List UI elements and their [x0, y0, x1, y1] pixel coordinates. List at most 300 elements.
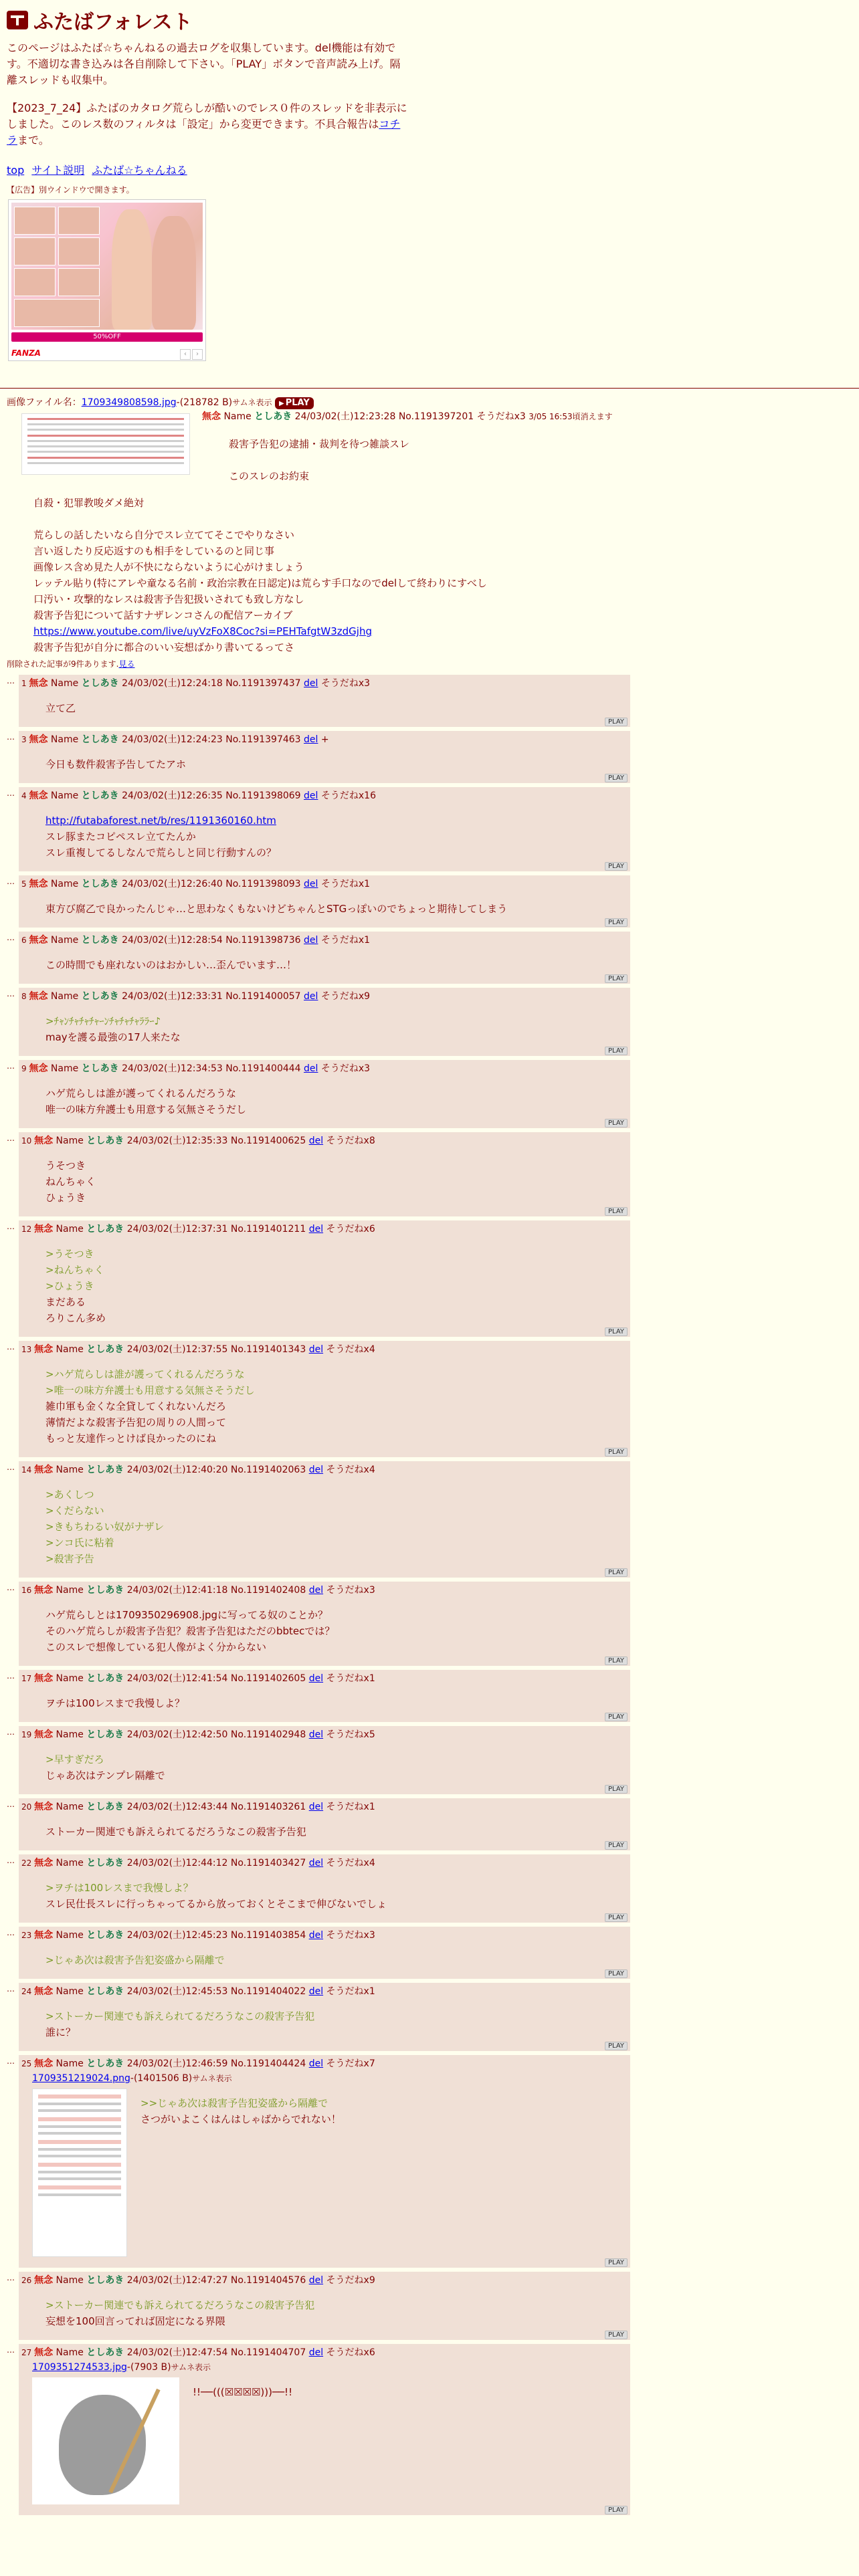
- reply-play-button[interactable]: PLAY: [605, 1047, 628, 1055]
- reply: [7, 2272, 852, 2340]
- reply-number[interactable]: No.1191404576: [230, 2275, 306, 2286]
- reply-index: 23: [21, 1931, 35, 1940]
- site-title-text: ふたばフォレスト: [33, 11, 193, 34]
- reply-header: [21, 2273, 628, 2288]
- reply-image-block: [21, 2088, 628, 2257]
- reply-play-button[interactable]: PLAY: [605, 2506, 628, 2514]
- reply-play-row: [21, 2506, 628, 2515]
- reply-name: としあき: [81, 790, 119, 801]
- reply-line: >ねんちゃく: [45, 1264, 104, 1276]
- reply-number[interactable]: No.1191397437: [225, 678, 301, 689]
- reply-line: 妄想を100回言ってれば固定になる界隈: [45, 2315, 225, 2327]
- reply: [7, 787, 852, 871]
- reply-name-label: Name: [56, 1136, 84, 1146]
- reply-box: [19, 875, 630, 928]
- ad-prev-icon[interactable]: ‹: [180, 349, 191, 360]
- reply-datetime: 24/03/02(土)12:37:31: [126, 1224, 228, 1235]
- reply-dots-icon[interactable]: …: [7, 933, 15, 942]
- reply-body: [21, 2008, 628, 2040]
- reply-dots-icon[interactable]: …: [7, 1727, 15, 1737]
- reply-index: 1: [21, 679, 29, 688]
- reply-del-link[interactable]: del: [304, 734, 318, 745]
- reply-thumbnail[interactable]: [32, 2377, 179, 2504]
- reply-dots-icon[interactable]: …: [7, 1671, 15, 1681]
- reply-datetime: 24/03/02(土)12:43:44: [126, 1802, 228, 1812]
- reply-play-row: [21, 2331, 628, 2340]
- reply-dots-icon[interactable]: …: [7, 2345, 15, 2355]
- reply-thumbnail[interactable]: [32, 2088, 127, 2257]
- reply-datetime: 24/03/02(土)12:34:53: [122, 1063, 223, 1074]
- reply-line: >くだらない: [45, 1505, 104, 1517]
- op-soudane[interactable]: そうだねx3: [476, 411, 526, 422]
- notice-text: 【2023_7_24】ふたばのカタログ荒らしが酷いのでレス０件のスレッドを非表示にしました。このレス数のフィルタは「設定」から変更できます。不具合報告はコチラまで。: [7, 102, 407, 146]
- reply-soudane[interactable]: +: [320, 734, 329, 745]
- ad-brand-logo: FANZA: [11, 348, 41, 358]
- reply-name: としあき: [86, 1673, 124, 1684]
- reply: [7, 1927, 852, 1979]
- reply: [7, 1983, 852, 2051]
- reply-line: >ハゲ荒らしは誰が護ってくれるんだろうな: [45, 1368, 245, 1380]
- reply-index: 3: [21, 735, 29, 744]
- reply-play-row: [21, 718, 628, 727]
- reply-dots-icon[interactable]: …: [7, 1061, 15, 1071]
- reply-datetime: 24/03/02(土)12:45:23: [126, 1930, 228, 1941]
- reply-play-button[interactable]: PLAY: [605, 2258, 628, 2267]
- reply-subject: 無念: [34, 1224, 54, 1235]
- reply-number[interactable]: No.1191404022: [230, 1986, 306, 1997]
- reply-dots-icon[interactable]: …: [7, 1134, 15, 1143]
- reply-dots-icon[interactable]: …: [7, 877, 15, 886]
- reply-play-row: [21, 1047, 628, 1056]
- reply-soudane[interactable]: そうだねx9: [326, 2275, 375, 2286]
- reply-soudane[interactable]: そうだねx1: [326, 1986, 375, 1997]
- reply-box: [19, 1854, 630, 1923]
- op-file-line: 画像ファイル名：1709349808598.jpg-(218782 B)サムネ表示 ▶ PLAY: [7, 395, 852, 409]
- reply-subject: 無念: [34, 1858, 54, 1868]
- op-youtube-link[interactable]: https://www.youtube.com/live/uyVzFoX8Coc?si=PEHTafgtW3zdGjhg: [33, 625, 372, 637]
- reply-body: [21, 1013, 628, 1045]
- reply-name-label: Name: [56, 1729, 84, 1740]
- op-thumbnail[interactable]: [21, 413, 190, 475]
- reply-dots-icon[interactable]: …: [7, 989, 15, 998]
- reply-line: >ヲチは100レスまで我慢しよ？: [45, 1882, 193, 1894]
- reply-play-row: [21, 1785, 628, 1794]
- ad-image[interactable]: [11, 203, 203, 330]
- reply-number[interactable]: No.1191398069: [225, 790, 301, 801]
- reply-soudane[interactable]: そうだねx6: [326, 1224, 375, 1235]
- reply: [7, 2344, 852, 2515]
- reply-datetime: 24/03/02(土)12:28:54: [122, 935, 223, 946]
- reply-play-button[interactable]: PLAY: [605, 718, 628, 726]
- op-expire: 3/05 16:53頃消えます: [529, 412, 613, 421]
- reply-number[interactable]: No.1191400057: [225, 991, 301, 1002]
- reply-box: [19, 1220, 630, 1337]
- separator: [0, 388, 859, 389]
- reply-soudane[interactable]: そうだねx3: [320, 678, 371, 689]
- reply-play-button[interactable]: PLAY: [605, 918, 628, 927]
- reply-box: [19, 1726, 630, 1794]
- reply-link[interactable]: http://futabaforest.net/b/res/1191360160.htm: [45, 815, 276, 827]
- reply-dots-icon[interactable]: …: [7, 1928, 15, 1937]
- reply-datetime: 24/03/02(土)12:26:40: [122, 879, 223, 889]
- reply-number[interactable]: No.1191403261: [230, 1802, 306, 1812]
- reply-del-link[interactable]: del: [308, 1673, 324, 1684]
- reply-del-link[interactable]: del: [308, 1729, 324, 1740]
- reply-soudane[interactable]: そうだねx1: [326, 1802, 375, 1812]
- reply-soudane[interactable]: そうだねx6: [326, 2347, 375, 2358]
- reply-play-button[interactable]: PLAY: [605, 2042, 628, 2050]
- nav-top-link[interactable]: top: [7, 164, 25, 177]
- reply-datetime: 24/03/02(土)12:41:18: [126, 1585, 228, 1596]
- reply-datetime: 24/03/02(土)12:24:23: [122, 734, 223, 745]
- reply-name-label: Name: [50, 935, 79, 946]
- reply-number[interactable]: No.1191401343: [230, 1344, 306, 1355]
- reply-index: 14: [21, 1465, 35, 1475]
- reply-header: [21, 1800, 628, 1814]
- reply-datetime: 24/03/02(土)12:35:33: [126, 1136, 228, 1146]
- reply-name: としあき: [81, 734, 119, 745]
- op-body: 自殺・犯罪教唆ダメ絶対 荒らしの話したいなら自分でスレ立ててそこでやりなさい 言い返したり反応返すのも相手をしているのと同じ事 画像レス含め見た人が不快にならないように心がけましょう レッテル貼り(特にアレや童なる名前・政治宗教在日認定)は荒らす手口なのでdelして終わりにすべし 口汚い・攻撃的なレスは殺害予告犯扱いされても致し方なし 殺害予告犯について話すナザレンコさんの配信アーカイブ https://www.youtube.com/live/uyVzFoX8Coc?si=PEHTafgtW3zdGjhg 殺害予告犯が自分に都合のいい妄想ばかり書いてるってさ: [33, 497, 487, 653]
- reply-box: [19, 1341, 630, 1457]
- reply-box: [19, 1132, 630, 1216]
- reply-index: 12: [21, 1224, 35, 1234]
- reply-name: としあき: [86, 1802, 124, 1812]
- reply-line: !!──(((☒☒☒☒)))──!!: [193, 2386, 293, 2398]
- reply-del-link[interactable]: del: [308, 2275, 324, 2286]
- reply-line: ヲチは100レスまで我慢しよ？: [45, 1697, 185, 1709]
- reply-play-button[interactable]: PLAY: [605, 1568, 628, 1577]
- reply-box: [19, 932, 630, 984]
- reply-play-button[interactable]: PLAY: [605, 1448, 628, 1457]
- reply-subject: 無念: [34, 1729, 54, 1740]
- reply-subject: 無念: [34, 1465, 54, 1475]
- reply-play-button[interactable]: PLAY: [605, 2331, 628, 2339]
- reply-soudane[interactable]: そうだねx7: [326, 2058, 375, 2069]
- reply-play-row: [21, 1656, 628, 1666]
- reply-header: [21, 1583, 628, 1598]
- reply-subject: 無念: [29, 734, 48, 745]
- reply-play-button[interactable]: PLAY: [605, 1656, 628, 1665]
- reply-subject: 無念: [34, 2058, 54, 2069]
- reply-line: 薄情だよな殺害予告犯の周りの人間って: [45, 1416, 227, 1428]
- reply-index: 26: [21, 2276, 35, 2285]
- reply-number[interactable]: No.1191402408: [230, 1585, 306, 1596]
- reply-header: [21, 1342, 628, 1357]
- reply-header: [21, 1856, 628, 1870]
- reply-play-button[interactable]: PLAY: [605, 1969, 628, 1978]
- op-play-button[interactable]: ▶ PLAY: [275, 397, 314, 409]
- reply-soudane[interactable]: そうだねx1: [320, 935, 371, 946]
- reply-play-button[interactable]: PLAY: [605, 1713, 628, 1721]
- reply-line: スレ民仕長スレに行っちゃってるから放っておくとそこまで伸びないでしょ: [45, 1898, 387, 1910]
- reply-number[interactable]: No.1191402948: [230, 1729, 306, 1740]
- ad-next-icon[interactable]: ›: [192, 349, 203, 360]
- nav-about-link[interactable]: サイト説明: [31, 164, 85, 177]
- reply-name-label: Name: [56, 1344, 84, 1355]
- reply-datetime: 24/03/02(土)12:46:59: [126, 2058, 228, 2069]
- reply-line: >ンコ氏に粘着: [45, 1537, 114, 1549]
- reply-name-label: Name: [56, 1585, 84, 1596]
- reply-del-link[interactable]: del: [308, 2058, 324, 2069]
- reply-thumb-toggle[interactable]: サムネ表示: [192, 2074, 232, 2083]
- reply-play-button[interactable]: PLAY: [605, 1913, 628, 1922]
- reply-name: としあき: [86, 2275, 124, 2286]
- reply-name-label: Name: [50, 678, 79, 689]
- reply-dots-icon[interactable]: …: [7, 732, 15, 742]
- reply-name-label: Name: [56, 1986, 84, 1997]
- reply-number[interactable]: No.1191400625: [230, 1136, 306, 1146]
- reply-header: [21, 989, 628, 1004]
- reply-index: 25: [21, 2059, 35, 2068]
- reply-play-button[interactable]: PLAY: [605, 1119, 628, 1128]
- reply-del-link[interactable]: del: [308, 1986, 324, 1997]
- reply-subject: 無念: [34, 1673, 54, 1684]
- reply-datetime: 24/03/02(土)12:44:12: [126, 1858, 228, 1868]
- thread: [0, 395, 859, 2515]
- reply-file-size: -(7903 B): [126, 2362, 171, 2373]
- reply-datetime: 24/03/02(土)12:33:31: [122, 991, 223, 1002]
- op-post: [7, 409, 852, 655]
- reply-del-link[interactable]: del: [308, 1802, 324, 1812]
- reply-play-button[interactable]: PLAY: [605, 774, 628, 782]
- reply-number[interactable]: No.1191403427: [230, 1858, 306, 1868]
- reply-header: [21, 1984, 628, 1999]
- reply-box: [19, 1461, 630, 1578]
- reply-line: このスレで想像している犯人像がよく分からない: [45, 1641, 267, 1653]
- reply-box: [19, 787, 630, 871]
- nav-futaba-link[interactable]: ふたば☆ちゃんねる: [92, 164, 187, 177]
- reply-box: [19, 1670, 630, 1722]
- reply: [7, 675, 852, 727]
- reply-name: としあき: [81, 678, 119, 689]
- reply-play-row: [21, 774, 628, 783]
- reply-number[interactable]: No.1191397463: [225, 734, 301, 745]
- reply-del-link[interactable]: del: [308, 1585, 324, 1596]
- reply-play-row: [21, 1841, 628, 1850]
- reply-soudane[interactable]: そうだねx1: [320, 879, 371, 889]
- ad-discount-bar[interactable]: 50%OFF: [11, 332, 203, 342]
- reply-header: [21, 1727, 628, 1742]
- reply-number[interactable]: No.1191402605: [230, 1673, 306, 1684]
- reply-index: 13: [21, 1345, 35, 1354]
- reply-del-link[interactable]: del: [308, 1930, 324, 1941]
- reply-line: スレ豚またコピペスレ立てたんか: [45, 831, 196, 843]
- reply-del-link[interactable]: del: [304, 790, 318, 801]
- reply: [7, 1854, 852, 1923]
- reply-file-link[interactable]: 1709351274533.jpg: [32, 2362, 127, 2373]
- reply-soudane[interactable]: そうだねx5: [326, 1729, 375, 1740]
- op-name: としあき: [254, 411, 292, 422]
- reply-dots-icon[interactable]: …: [7, 2056, 15, 2066]
- reply-number[interactable]: No.1191398093: [225, 879, 301, 889]
- reply-dots-icon[interactable]: …: [7, 676, 15, 685]
- reply-del-link[interactable]: del: [308, 1858, 324, 1868]
- reply-index: 4: [21, 791, 29, 800]
- reply-dots-icon[interactable]: …: [7, 1984, 15, 1994]
- reply-play-row: [21, 2042, 628, 2051]
- reply-index: 6: [21, 936, 29, 945]
- reply-box: [19, 2344, 630, 2515]
- reply-name-label: Name: [50, 790, 79, 801]
- reply-del-link[interactable]: del: [308, 1136, 324, 1146]
- reply-play-row: [21, 1913, 628, 1923]
- reply-body: [21, 901, 628, 917]
- reply-thumb-toggle[interactable]: サムネ表示: [171, 2363, 211, 2372]
- reply-subject: 無念: [29, 879, 48, 889]
- ad-label: 【広告】別ウインドウで開きます。: [7, 185, 134, 195]
- op-subject: 無念: [202, 411, 221, 422]
- deleted-notice: 削除された記事が9件あります.見る: [7, 659, 135, 669]
- reply-soudane[interactable]: そうだねx16: [320, 790, 376, 801]
- reply-name: としあき: [81, 991, 119, 1002]
- reply-body: [21, 1085, 628, 1117]
- reply-play-button[interactable]: PLAY: [605, 1207, 628, 1216]
- reply: [7, 1060, 852, 1128]
- reply-header: [21, 676, 628, 691]
- reply-number[interactable]: No.1191401211: [230, 1224, 306, 1235]
- reply-play-button[interactable]: PLAY: [605, 1327, 628, 1336]
- reply-name-label: Name: [50, 879, 79, 889]
- reply-dots-icon[interactable]: …: [7, 1800, 15, 1809]
- reply-del-link[interactable]: del: [304, 1063, 318, 1074]
- reply-line: ハゲ荒らしは誰が護ってくれるんだろうな: [45, 1087, 237, 1099]
- reply-soudane[interactable]: そうだねx3: [326, 1585, 375, 1596]
- reply-line: この時間でも座れないのはおかしい…歪んでいます…！: [45, 959, 297, 971]
- reply-line: 誰に？: [45, 2026, 76, 2038]
- reply-dots-icon[interactable]: …: [7, 1463, 15, 1472]
- reply-number[interactable]: No.1191400444: [225, 1063, 301, 1074]
- reply-del-link[interactable]: del: [308, 1344, 324, 1355]
- reply-header: [21, 788, 628, 803]
- reply-del-link[interactable]: del: [308, 1224, 324, 1235]
- reply-name: としあき: [81, 935, 119, 946]
- reply-line: 今日も数件殺害予告してたアホ: [45, 758, 187, 770]
- reply-line: >ひょうき: [45, 1280, 94, 1292]
- reply-del-link[interactable]: del: [304, 935, 318, 946]
- reply-name: としあき: [86, 1344, 124, 1355]
- reply-name-label: Name: [56, 1673, 84, 1684]
- report-link[interactable]: コチラ: [7, 118, 401, 146]
- reply-dots-icon[interactable]: …: [7, 1856, 15, 1865]
- deleted-show-link[interactable]: 見る: [118, 659, 135, 669]
- reply-index: 8: [21, 992, 29, 1001]
- reply-box: [19, 988, 630, 1056]
- reply-soudane[interactable]: そうだねx1: [326, 1673, 375, 1684]
- reply: [7, 1582, 852, 1666]
- reply-box: [19, 731, 630, 783]
- reply-index: 19: [21, 1730, 35, 1739]
- reply-soudane[interactable]: そうだねx4: [326, 1858, 375, 1868]
- reply: [7, 1798, 852, 1850]
- reply-play-button[interactable]: PLAY: [605, 862, 628, 871]
- reply-box: [19, 1582, 630, 1666]
- reply-body: [21, 756, 628, 772]
- reply-line: じゃあ次はテンプレ隔離で: [45, 1769, 165, 1782]
- reply-number[interactable]: No.1191402063: [230, 1465, 306, 1475]
- reply-play-row: [21, 2258, 628, 2268]
- reply-del-link[interactable]: del: [304, 991, 318, 1002]
- futaba-logo-icon: [7, 11, 28, 29]
- reply-list: [7, 675, 852, 2515]
- reply-name-label: Name: [56, 2347, 84, 2358]
- reply-line: >じゃあ次は殺害予告犯姿盛から隔離で: [45, 1954, 225, 1966]
- reply-dots-icon[interactable]: …: [7, 1222, 15, 1231]
- reply-soudane[interactable]: そうだねx4: [326, 1344, 375, 1355]
- reply-box: [19, 1983, 630, 2051]
- reply-body: [21, 1695, 628, 1711]
- reply-soudane[interactable]: そうだねx3: [326, 1930, 375, 1941]
- reply-file-link[interactable]: 1709351219024.png: [32, 2073, 130, 2084]
- reply-play-button[interactable]: PLAY: [605, 1841, 628, 1850]
- reply-dots-icon[interactable]: …: [7, 1342, 15, 1352]
- reply-number[interactable]: No.1191398736: [225, 935, 301, 946]
- reply-box: [19, 2272, 630, 2340]
- reply-del-link[interactable]: del: [304, 879, 318, 889]
- reply-subject: 無念: [29, 1063, 48, 1074]
- reply-del-link[interactable]: del: [308, 1465, 324, 1475]
- reply-line: ろりこん多め: [45, 1312, 106, 1324]
- reply-dots-icon[interactable]: …: [7, 788, 15, 798]
- reply: [7, 932, 852, 984]
- reply-play-row: [21, 1327, 628, 1337]
- reply-del-link[interactable]: del: [308, 2347, 324, 2358]
- op-file-link[interactable]: 1709349808598.jpg: [81, 397, 177, 408]
- reply-soudane[interactable]: そうだねx8: [326, 1136, 375, 1146]
- reply-body: [21, 1246, 628, 1326]
- reply-name: としあき: [86, 1930, 124, 1941]
- reply-number[interactable]: No.1191404424: [230, 2058, 306, 2069]
- reply-name: としあき: [86, 1465, 124, 1475]
- reply-dots-icon[interactable]: …: [7, 2273, 15, 2282]
- reply-body: [21, 813, 628, 861]
- reply-box: [19, 1060, 630, 1128]
- reply-play-button[interactable]: PLAY: [605, 974, 628, 983]
- reply-name-label: Name: [50, 734, 79, 745]
- reply-play-row: [21, 1119, 628, 1128]
- reply-play-row: [21, 1207, 628, 1216]
- reply-line: >あくしつ: [45, 1489, 94, 1501]
- reply-number[interactable]: No.1191403854: [230, 1930, 306, 1941]
- reply-dots-icon[interactable]: …: [7, 1583, 15, 1592]
- reply-play-row: [21, 1969, 628, 1979]
- reply-header: [21, 2345, 628, 2360]
- reply-line: まだある: [45, 1296, 86, 1308]
- reply-header: [21, 732, 628, 747]
- reply-play-row: [21, 1568, 628, 1578]
- reply-line: >早すぎだろ: [45, 1753, 104, 1765]
- reply-soudane[interactable]: そうだねx4: [326, 1465, 375, 1475]
- ad-banner[interactable]: [8, 199, 206, 361]
- reply-header: [21, 1061, 628, 1076]
- reply-name-label: Name: [56, 1224, 84, 1235]
- reply-soudane[interactable]: そうだねx9: [320, 991, 371, 1002]
- reply-soudane[interactable]: そうだねx3: [320, 1063, 371, 1074]
- reply-body: [21, 1880, 628, 1912]
- reply-header: [21, 1671, 628, 1686]
- reply-name: としあき: [86, 1585, 124, 1596]
- op-thumb-toggle[interactable]: サムネ表示: [232, 398, 272, 407]
- reply-index: 27: [21, 2348, 35, 2357]
- reply-subject: 無念: [34, 1986, 54, 1997]
- reply-del-link[interactable]: del: [304, 678, 318, 689]
- reply-play-button[interactable]: PLAY: [605, 1785, 628, 1794]
- reply-datetime: 24/03/02(土)12:47:54: [126, 2347, 228, 2358]
- reply-line: もっと友達作っとけば良かったのにね: [45, 1432, 217, 1444]
- site-header: [0, 0, 859, 365]
- reply-number[interactable]: No.1191404707: [230, 2347, 306, 2358]
- reply: [7, 1220, 852, 1337]
- op-number[interactable]: No.1191397201: [398, 411, 474, 422]
